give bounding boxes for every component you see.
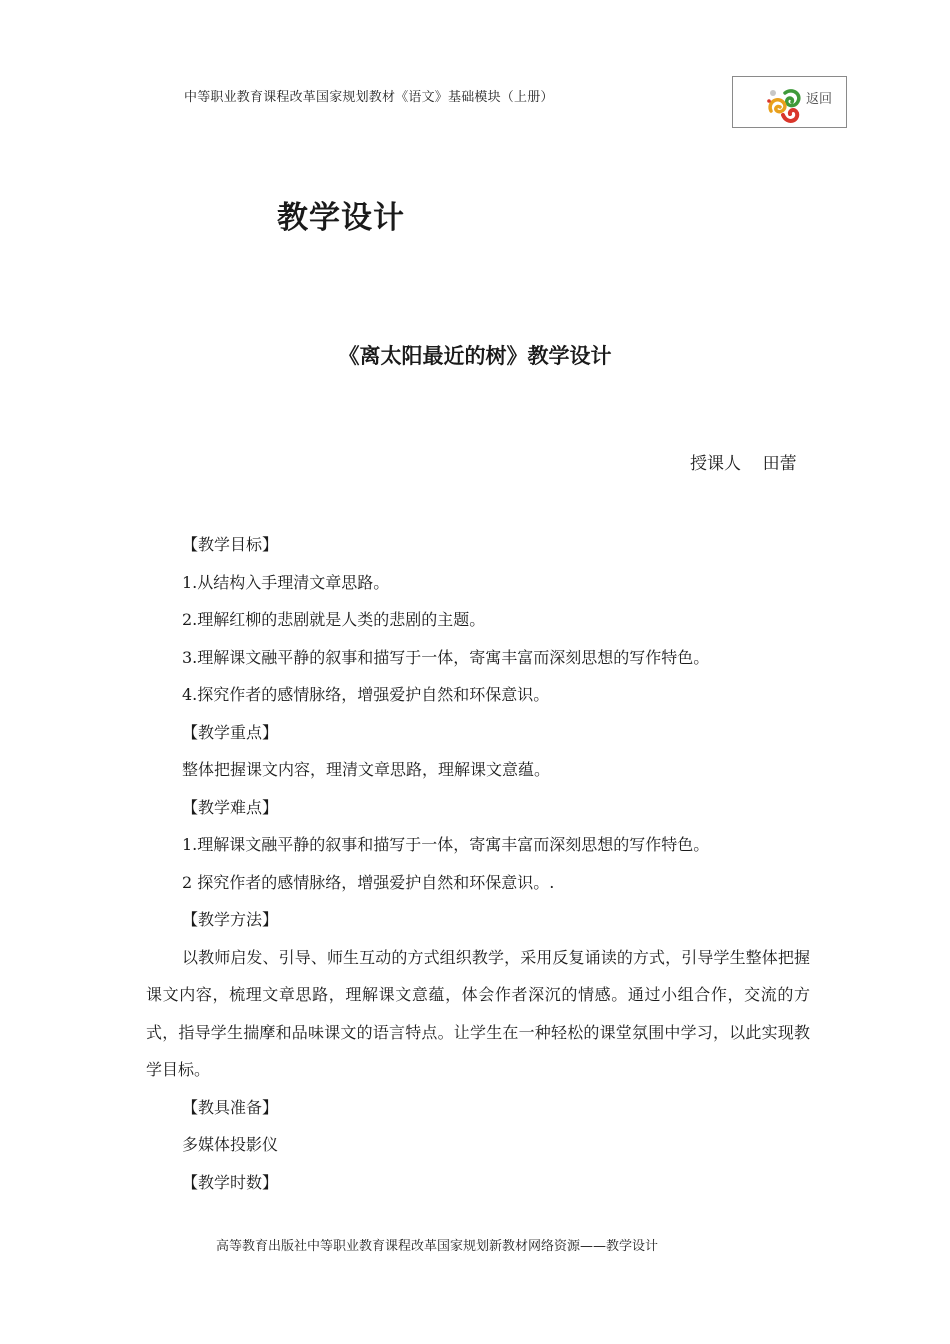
footer-text: 高等教育出版社中等职业教育课程改革国家规划新教材网络资源——教学设计 [215,1239,658,1254]
goal-item: 3.理解课文融平静的叙事和描写于一体，寄寓丰富而深刻思想的写作特色。 [182,647,710,667]
header-text: 中等职业教育课程改革国家规划教材《语文》基础模块（上册） [184,90,554,105]
tools-text: 多媒体投影仪 [182,1135,279,1154]
swirl-logo-icon [763,81,807,127]
section-heading-hours: 【教学时数】 [182,1172,279,1192]
page-title: 教学设计 [277,200,405,236]
difficulty-item: 1.理解课文融平静的叙事和描写于一体，寄寓丰富而深刻思想的写作特色。 [182,835,710,854]
section-heading-method: 【教学方法】 [182,910,279,929]
goal-item: 1.从结构入手理清文章思路。 [182,572,390,592]
focus-text: 整体把握课文内容，理清文章思路，理解课文意蕴。 [182,760,551,779]
document-body [146,526,810,1201]
return-button[interactable] [732,76,847,128]
section-heading-difficulty: 【教学难点】 [182,797,279,817]
method-text: 以教师启发、引导、师生互动的方式组织教学，采用反复诵读的方式，引导学生整体把握课文内容，梳理文章思路，理解课文意蕴，体会作者深沉的情感。通过小组合作，交流的方式，指导学生揣摩和品味课文的语言特点。让学生在一种轻松的课堂氛围中学习，以此实现教学目标。 [146,947,810,1079]
goal-item: 2.理解红柳的悲剧就是人类的悲剧的主题。 [182,610,486,629]
difficulty-item: 2 探究作者的感情脉络，增强爱护自然和环保意识。. [182,872,555,892]
goal-item: 4.探究作者的感情脉络，增强爱护自然和环保意识。 [182,685,550,704]
section-heading-goals: 【教学目标】 [182,535,279,554]
document-title: 《离太阳最近的树》教学设计 [338,344,612,368]
author-line: 授课人 田蕾 [690,454,797,474]
section-heading-tools: 【教具准备】 [182,1097,279,1117]
return-label: 返回 [806,92,833,107]
section-heading-focus: 【教学重点】 [182,722,279,742]
